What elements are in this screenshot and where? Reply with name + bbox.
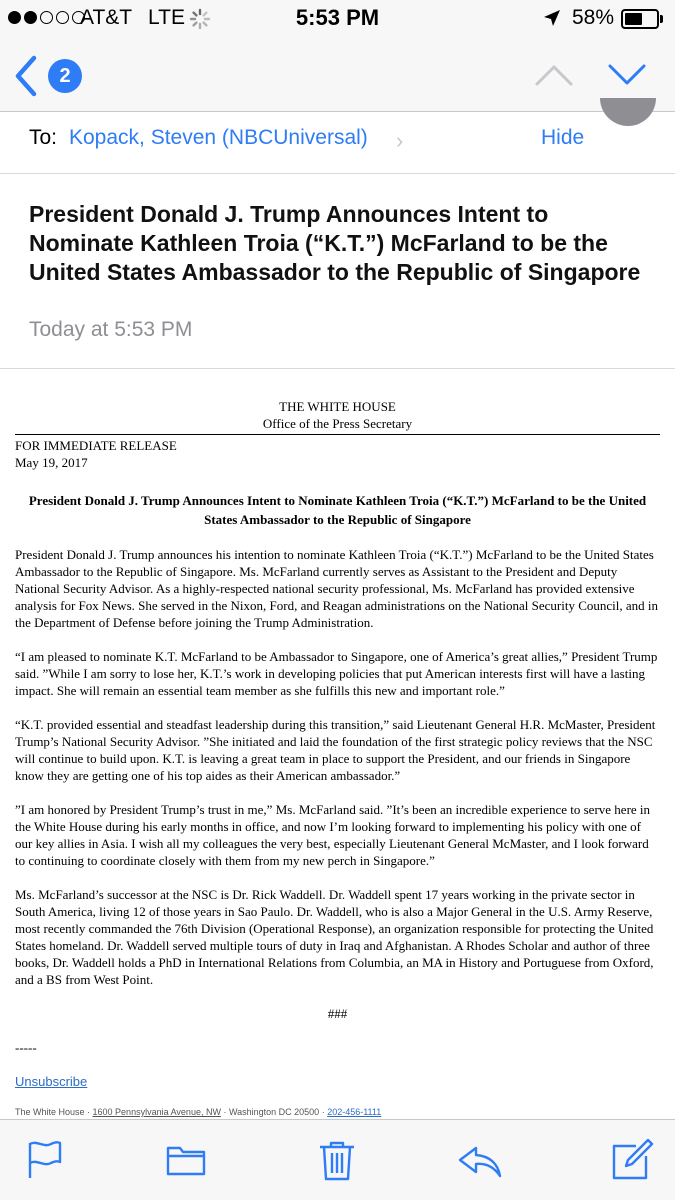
separator: ----- — [15, 1040, 37, 1055]
battery-percent: 58% — [572, 6, 615, 29]
compose-icon[interactable] — [610, 1138, 654, 1182]
navigation-bar — [0, 40, 675, 112]
footer-sep: · — [319, 1107, 328, 1117]
back-chevron-icon[interactable] — [12, 54, 40, 98]
carrier-name: AT&T — [80, 6, 133, 29]
footer-address-link[interactable]: 1600 Pennsylvania Avenue, NW — [92, 1107, 221, 1117]
letterhead — [15, 398, 660, 435]
battery-tip — [660, 15, 663, 23]
status-time: 5:53 PM — [295, 5, 380, 30]
chevron-right-icon: › — [396, 128, 404, 153]
location-arrow-icon — [543, 9, 561, 27]
release-label: FOR IMMEDIATE RELEASE — [15, 438, 177, 453]
avatar — [600, 98, 656, 126]
body-paragraph: President Donald J. Trump announces his intention to nominate Kathleen Troia (“K.T.”) McFarland to be the United States Ambassador to the Republic of Singapore. Ms. McFarland currently serves as Assistant to the President and Deputy National Security Advisor. As a highly-respected national security professional, Ms. McFarland has provided extensive analysis for Fox News. She served in the Nixon, Ford, and Reagan administrations on the National Security Council, and in the Department of Defense before joining the Trump Administration. — [15, 547, 659, 630]
network-type: LTE — [148, 6, 185, 29]
office-name: Office of the Press Secretary — [262, 416, 413, 431]
org-name: THE WHITE HOUSE — [279, 399, 396, 414]
bottom-toolbar — [0, 1119, 675, 1200]
recipient-name[interactable]: Kopack, Steven (NBCUniversal) — [69, 126, 368, 149]
body-paragraph: ”I am honored by President Trump’s trust in me,” Ms. McFarland said. ”It’s been an incredible experience to serve here in the White House during his early months in office, and now I’m looking forward to implementing his policy with one of our key allies in Asia. I wish all my colleagues the very best, especially Lieutenant General McMaster, and I look forward to continuing to coordinate closely with them from my new perch in Singapore.” — [15, 802, 651, 868]
footer-city: Washington DC 20500 — [228, 1107, 320, 1117]
body-paragraph: “I am pleased to nominate K.T. McFarland to be Ambassador to Singapore, one of America’s great allies,” President Trump said. ”While I am sorry to lose her, K.T.’s work in developing policies that put American interests first will have a lasting impact. She will remain an essential team member as she fulfills this new and important role.” — [15, 649, 658, 698]
previous-message-icon[interactable] — [534, 62, 574, 88]
footer-phone-link[interactable]: 202-456-1111 — [327, 1107, 382, 1117]
footer-org: The White House — [15, 1107, 85, 1117]
body-paragraph: Ms. McFarland’s successor at the NSC is Dr. Rick Waddell. Dr. Waddell spent 17 years working in the private sector in South America, living 12 of those years in Sao Paulo. Dr. Waddell, who is also a Major General in the U.S. Army Reserve, most recently commanded the 76th Division (Operational Response), an organization responsible for protecting the United States homeland. Dr. Waddell served multiple tours of duty in Iraq and Afghanistan. A Rhodes Scholar and author of three books, Dr. Waddell holds a PhD in International Relations from Columbia, an MA in History and Portuguese from Oxford, and a BS from West Point. — [15, 887, 654, 987]
unsubscribe-link[interactable]: Unsubscribe — [15, 1074, 88, 1089]
battery-fill — [625, 13, 642, 25]
email-subject: President Donald J. Trump Announces Intent to Nominate Kathleen Troia (“K.T.”) McFarland to be the United States Ambassador to the Republic of Singapore — [29, 201, 641, 285]
body-paragraph: “K.T. provided essential and steadfast leadership during this transition,” said Lieutenant General H.R. McMaster, President Trump’s National Security Advisor. ”She initiated and laid the foundation of the first strategic policy reviews that the NSC will continue to build upon. K.T. is leaving a great team in place to support the President, and our friends in Singapore know they are getting one of his top aides as their American ambassador.” — [15, 717, 656, 783]
status-bar — [0, 0, 675, 40]
folder-icon[interactable] — [164, 1138, 208, 1182]
press-release-title: President Donald J. Trump Announces Intent to Nominate Kathleen Troia (“K.T.”) McFarland to be the United States Ambassador to the Republic of Singapore — [28, 493, 647, 527]
email-date: Today at 5:53 PM — [29, 318, 193, 341]
trash-icon[interactable] — [315, 1138, 359, 1182]
next-message-icon[interactable] — [607, 62, 647, 88]
reply-icon[interactable] — [458, 1138, 502, 1182]
release-date: May 19, 2017 — [15, 455, 88, 470]
recipient-row — [0, 112, 675, 174]
hide-details-button[interactable]: Hide — [541, 126, 585, 149]
email-body — [15, 398, 660, 1121]
footer-sep: · — [220, 1107, 229, 1117]
footer-sep: · — [84, 1107, 93, 1117]
unread-count-badge[interactable]: 2 — [48, 59, 82, 93]
battery-icon — [621, 9, 659, 29]
end-mark: ### — [327, 1006, 348, 1021]
header-divider — [0, 368, 675, 369]
to-label: To: — [29, 126, 58, 149]
flag-icon[interactable] — [22, 1138, 66, 1182]
